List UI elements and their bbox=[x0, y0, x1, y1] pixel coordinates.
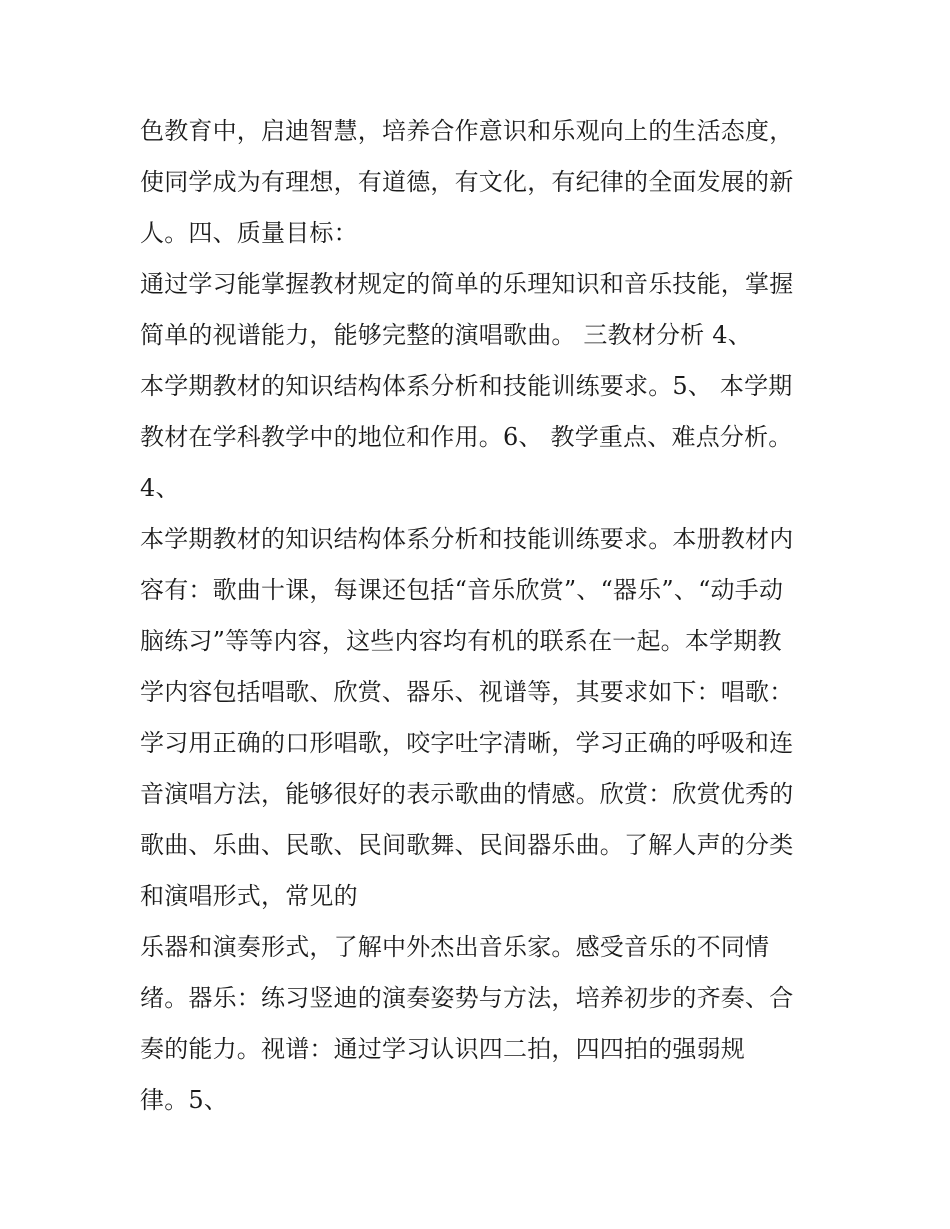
text-line: 音演唱方法，能够很好的表示歌曲的情感。欣赏：欣赏优秀的 bbox=[140, 780, 794, 808]
text-line: 人。四、质量目标： bbox=[140, 219, 358, 247]
text-line: 乐器和演奏形式，了解中外杰出音乐家。感受音乐的不同情 bbox=[140, 933, 770, 961]
text-line: 通过学习能掌握教材规定的简单的乐理知识和音乐技能，掌握 bbox=[140, 270, 794, 298]
text-line: 容有：歌曲十课，每课还包括“音乐欣赏”、“器乐”、“动手动 bbox=[140, 576, 784, 604]
text-line: 色教育中，启迪智慧，培养合作意识和乐观向上的生活态度， bbox=[140, 117, 794, 145]
text-line: 使同学成为有理想，有道德，有文化，有纪律的全面发展的新 bbox=[140, 168, 794, 196]
text-line: 4、 bbox=[140, 474, 180, 502]
text-line: 和演唱形式，常见的 bbox=[140, 882, 358, 910]
body-text bbox=[140, 106, 840, 1126]
text-line: 学习用正确的口形唱歌，咬字吐字清晰，学习正确的呼吸和连 bbox=[140, 729, 794, 757]
text-line: 律。5、 bbox=[140, 1086, 229, 1114]
text-line: 歌曲、乐曲、民歌、民间歌舞、民间器乐曲。了解人声的分类 bbox=[140, 831, 794, 859]
text-line: 奏的能力。视谱：通过学习认识四二拍，四四拍的强弱规 bbox=[140, 1035, 745, 1063]
text-line: 本学期教材的知识结构体系分析和技能训练要求。本册教材内 bbox=[140, 525, 794, 553]
text-line: 脑练习”等等内容，这些内容均有机的联系在一起。本学期教 bbox=[140, 627, 782, 655]
text-line: 教材在学科教学中的地位和作用。6、 教学重点、难点分析。 bbox=[140, 423, 793, 451]
text-line: 绪。器乐：练习竖迪的演奏姿势与方法，培养初步的齐奏、合 bbox=[140, 984, 794, 1012]
text-line: 简单的视谱能力，能够完整的演唱歌曲。 三教材分析 4、 bbox=[140, 321, 752, 349]
text-line: 本学期教材的知识结构体系分析和技能训练要求。5、 本学期 bbox=[140, 372, 793, 400]
text-line: 学内容包括唱歌、欣赏、器乐、视谱等，其要求如下：唱歌： bbox=[140, 678, 794, 706]
